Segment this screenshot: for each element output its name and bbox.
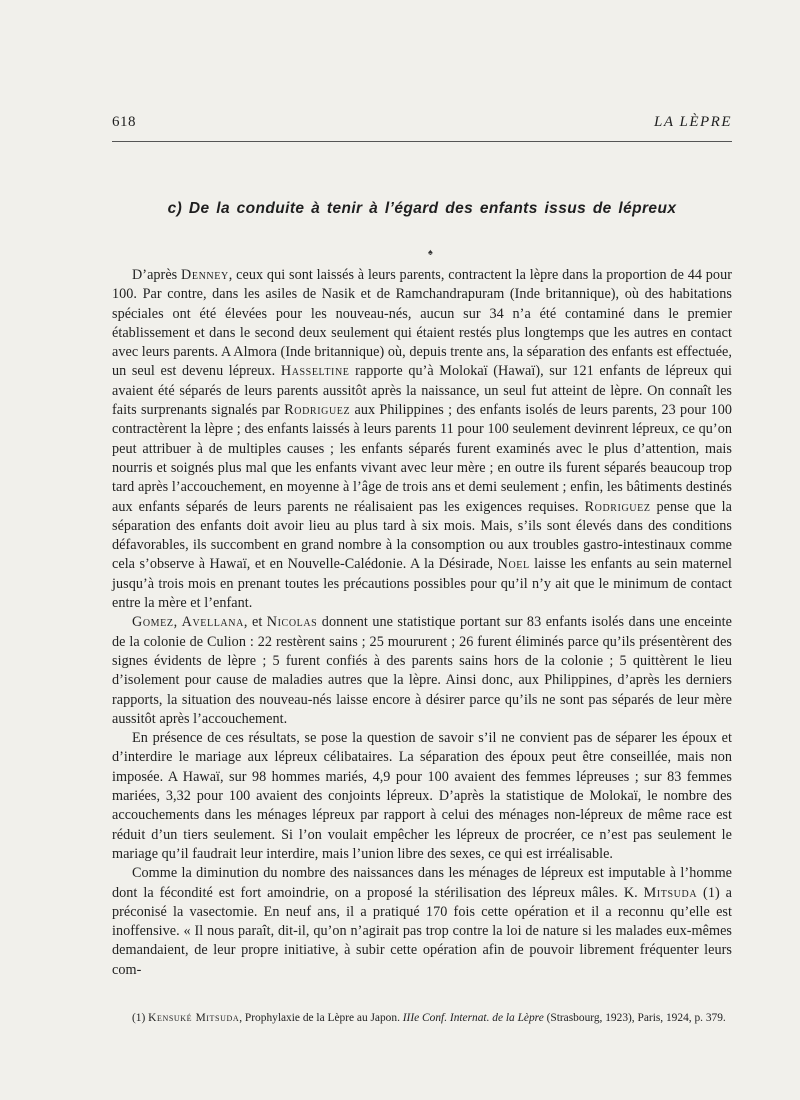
citation-title: IIIe Conf. Internat. de la Lèpre [402,1012,544,1024]
text-run: rapporte qu’à Molokaï (Hawaï), sur 121 enfants de lépreux qui avaient été séparés de leurs parents aussitôt après la naissance, un seul fut atteint de lèpre. On connaît les faits surprenants signalés par [112,363,732,419]
author-name: Gomez [132,614,174,631]
running-title: LA LÈPRE [654,114,732,130]
text-run: (1) [132,1012,149,1024]
author-name: Rodriguez [284,402,351,419]
author-name: Mitsuda [643,884,698,901]
section-title: c) De la conduite à tenir à l’égard des enfants issus de lépreux [167,200,677,217]
paragraph [112,613,732,729]
text-run: laisse les enfants au sein maternel jusqu’à trois mois en prenant toutes les précautions possibles pour qu’il n’y ait que le minimum de contact entre la mère et l’enfant. [112,556,732,612]
author-name: Hasseltine [280,363,350,380]
header-rule [112,141,732,142]
text-run: , ceux qui sont laissés à leurs parents, contractent la lèpre dans la proportion de 44 pour 100. Par contre, dans les asiles de Nasik et de Ramchandrapuram (Inde britannique), où des habitations spéciales ont été élevées pour les nouveau-nés, aucun sur 34 n’a été contaminé dans le premier établissement et dans le second deux seulement qui étaient restés plus longtemps que les autres en contact avec leurs parents. A Almora (Inde britannique) où, depuis trente ans, la séparation des enfants est effectuée, un seul est devenu lépreux. [112,267,732,380]
author-name: Nicolas [266,614,318,631]
paragraph [112,729,732,864]
page-number: 618 [112,114,136,130]
author-name: Kensuké Mitsuda [148,1012,240,1024]
author-name: Noel [497,556,530,573]
text-run: (1) a préconisé la vasectomie. En neuf ans, il a pratiqué 170 fois cette opération et il a reconnu qu’elle est inoffensive. « Il nous paraît, dit-il, qu’on n’agirait pas trop contre la loi de nature si les malades eux-mêmes demandaient, de leur propre initiative, à subir cette opération afin de pouvoir librement fréquenter leurs com- [112,884,732,978]
paragraph [112,864,732,980]
author-name: Rodriguez [584,498,651,515]
text-run: aux Philippines ; des enfants isolés de leurs parents, 23 pour 100 contractèrent la lèpre ; des enfants laissés à leurs parents 11 pour 100 seulement devinrent lépreux, ce qu’on peut attribuer à de multiples causes ; les enfants séparés furent examinés avec le plus d’attention, mais nourris et soignés plus mal que les enfants vivant avec leur mère ; en outre ils furent séparés beaucoup trop tard après l’accouchement, en moyenne à l’âge de trois ans et demi seulement ; enfin, les bâtiments destinés aux enfants séparés de leurs parents ne réalisaient pas les exigences requises. [112,402,732,515]
body-text [112,266,732,980]
paragraph [112,266,732,613]
text-run: En présence de ces résultats, se pose la question de savoir s’il ne convient pas de séparer les époux et d’interdire le mariage aux lépreux célibataires. La séparation des époux peut être conseillée, mais non imposée. A Hawaï, sur 98 hommes mariés, 4,9 pour 100 avaient des femmes lépreuses ; sur 83 femmes mariées, 3,32 pour 100 avaient des conjoints lépreux. D’après la statistique de Molokaï, le nombre des accouchements dans les ménages lépreux par rapport à celui des ménages non-lépreux de même race est réduit d’un tiers seulement. Si l’on voulait empêcher les lépreux de procréer, ce n’est pas seulement le mariage qu’il faudrait leur interdire, mais l’union libre des sexes, ce qui est irréalisable. [112,730,732,862]
text-run: pense que la séparation des enfants doit avoir lieu au plus tard à six mois. Mais, s’ils sont élevés dans des conditions défavorables, ils succombent en grand nombre à la consomption ou aux troubles gastro-intestinaux comme cela s’observe à Hawaï, et en Nouvelle-Calédonie. A la Désirade, [112,498,732,573]
text-run: , Prophylaxie de la Lèpre au Japon. [239,1012,403,1024]
author-name: Denney [181,267,229,283]
text-run: , [173,614,182,631]
ornament-icon: ♠ [428,247,433,257]
text-run: donnent une statistique portant sur 83 enfants isolés dans une enceinte de la colonie de Culion : 22 restèrent sains ; 25 moururent ; 26 furent éliminés parce qu’ils présentèrent des signes évidents de lèpre ; 5 furent confiés à des parents sains hors de la colonie ; 5 quittèrent le lieu d’isolement pour cause de maladies autres que la lèpre. Ainsi donc, aux Philippines, d’après les derniers rapports, la situation des nouveau-nés laisse encore à désirer parce qu’ils ne sont pas séparés de leur mère aussitôt après l’accouchement. [112,614,732,727]
author-name: Avellana [181,614,244,631]
text-run: , et [243,614,267,631]
text-run: (Strasbourg, 1923), Paris, 1924, p. 379. [543,1012,726,1024]
text-run: Comme la diminution du nombre des naissances dans les ménages de lépreux est imputable à l’homme dont la fécondité est fort amoindrie, on a proposé la stérilisation des lépreux mâles. K. [112,865,732,901]
footnote-text [112,1011,732,1026]
footnote [112,1011,732,1026]
page-header [112,114,732,136]
text-run: D’après [132,267,182,283]
